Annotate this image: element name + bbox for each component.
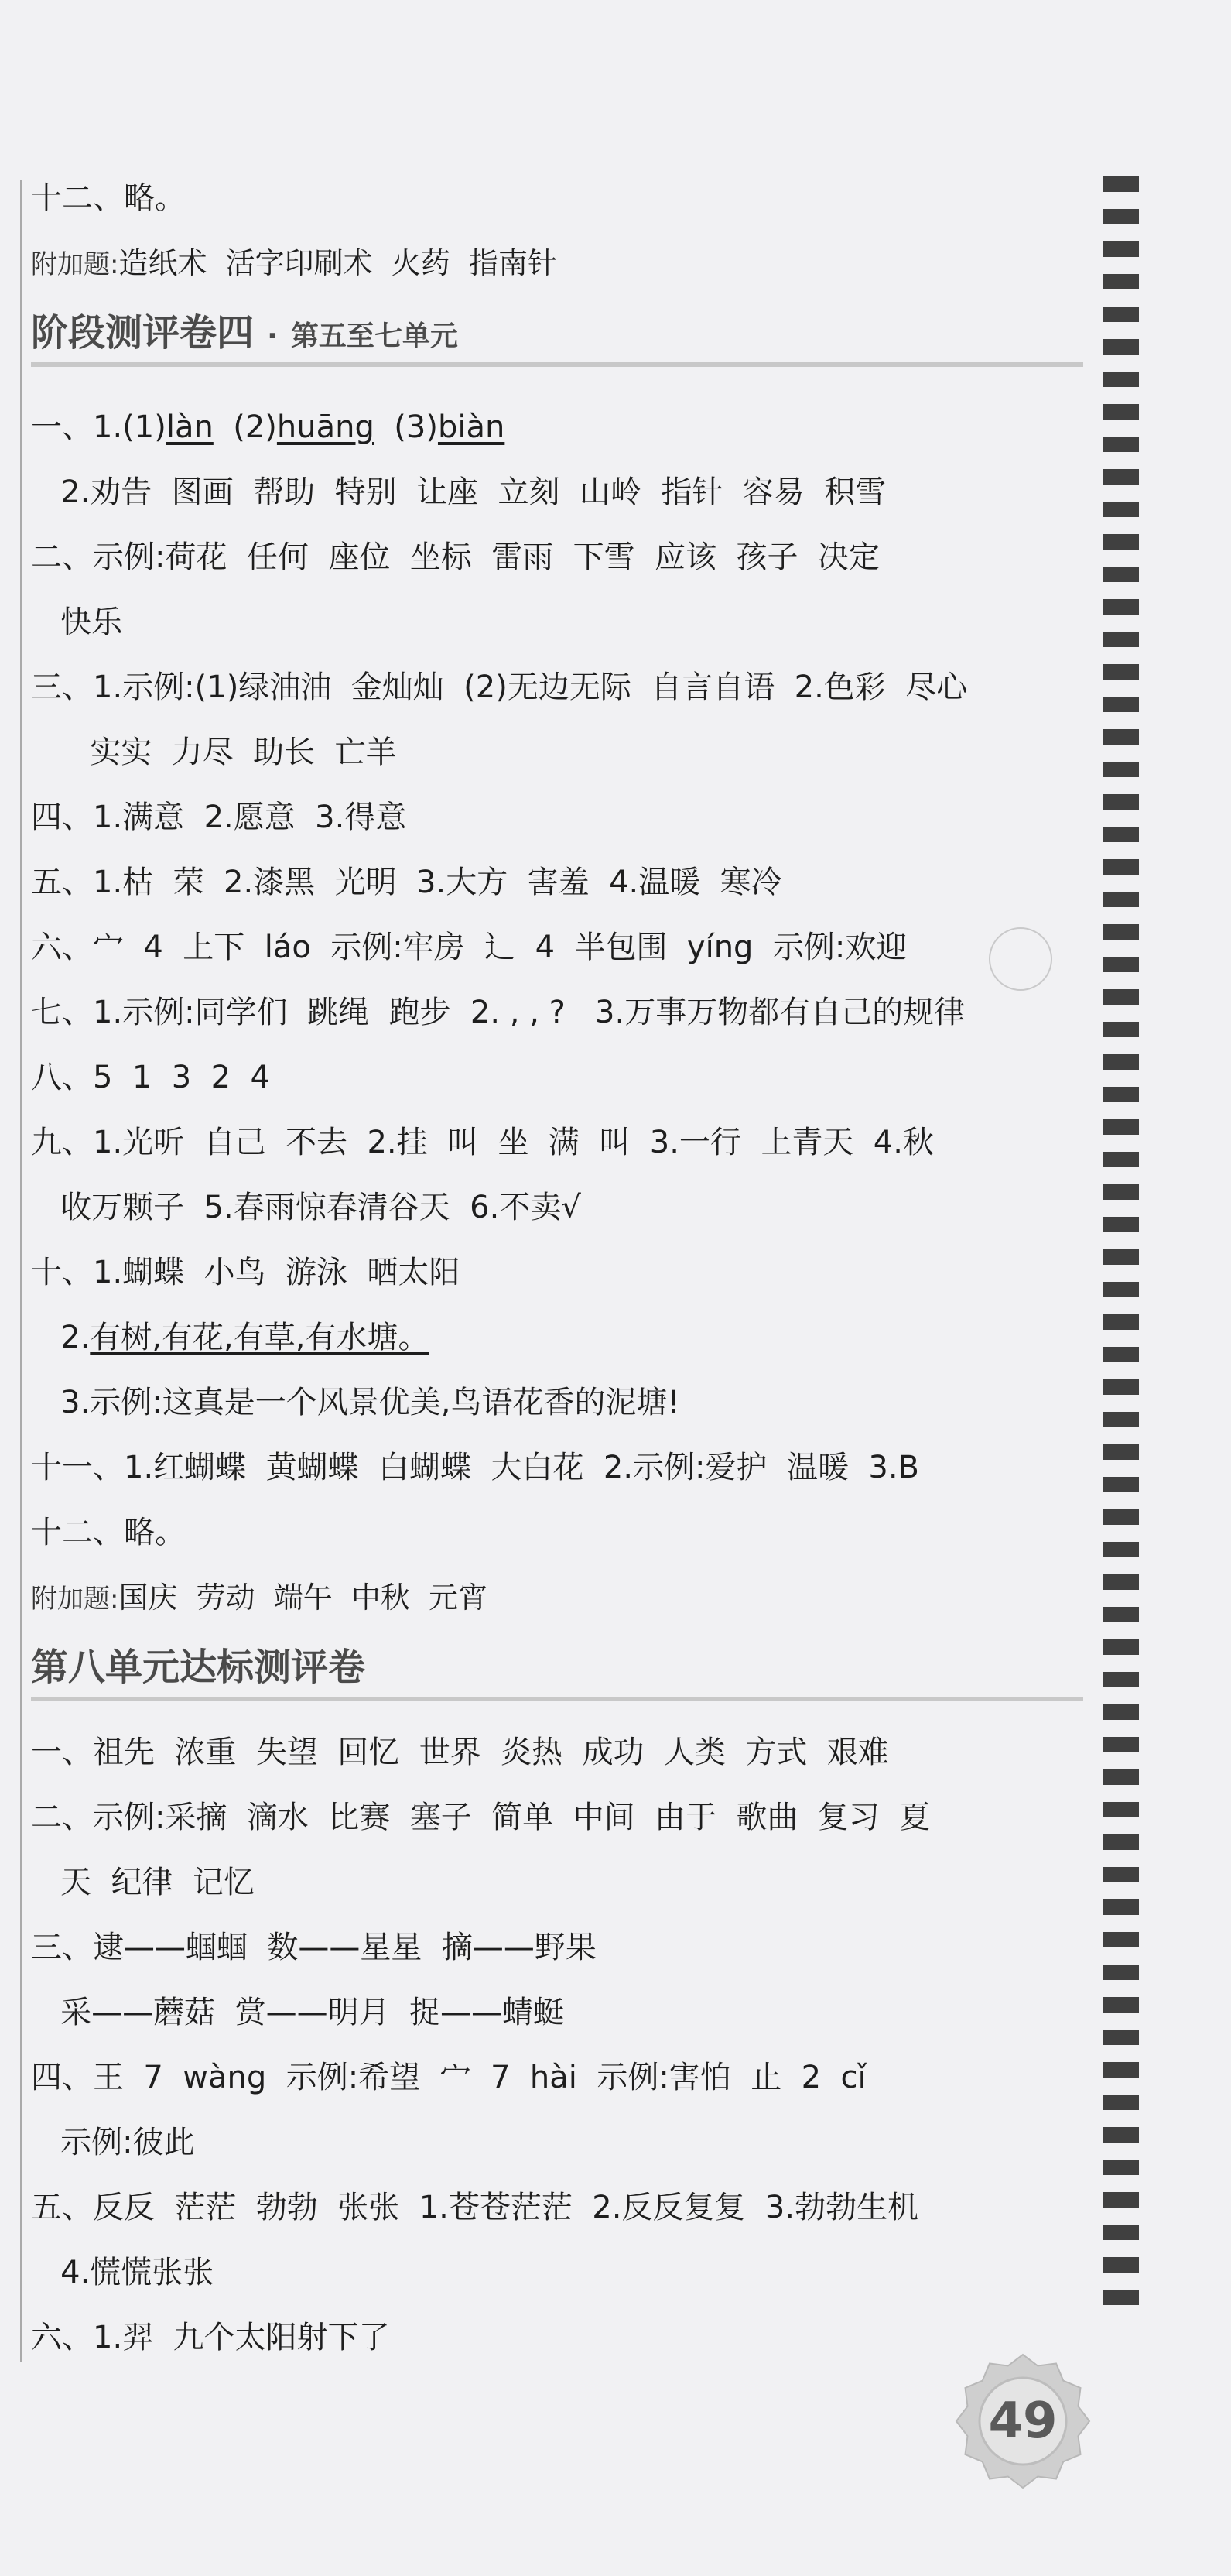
edge-tab-bar — [1103, 1542, 1139, 1557]
pinyin-answer: huāng — [276, 409, 374, 445]
edge-tab-bar — [1103, 697, 1139, 712]
edge-tab-bar — [1103, 1834, 1139, 1850]
edge-tab-bar — [1103, 729, 1139, 745]
edge-tab-bar — [1103, 1152, 1139, 1167]
answer-line: 五、反反 茫茫 勃勃 张张 1.苍苍茫茫 2.反反复复 3.勃勃生机 — [31, 2190, 919, 2225]
answer-line: 九、1.光听 自己 不去 2.挂 叫 坐 满 叫 3.一行 上青天 4.秋 — [31, 1125, 934, 1160]
answer-line: 十、1.蝴蝶 小鸟 游泳 晒太阳 — [31, 1255, 460, 1290]
edge-tab-bar — [1103, 1412, 1139, 1427]
section-heading — [31, 308, 1083, 367]
edge-tab-bar — [1103, 437, 1139, 452]
answer-line: 三、逮——蝈蝈 数——星星 摘——野果 — [31, 1930, 597, 1965]
section-heading — [31, 1643, 1083, 1701]
answer-text: (3) — [374, 409, 438, 445]
section-title: 阶段测评卷四 — [31, 311, 255, 355]
edge-tab-bar — [1103, 1379, 1139, 1395]
edge-tab-bar — [1103, 1899, 1139, 1915]
answer-text: (2) — [213, 409, 277, 445]
answer-line: 示例:彼此 — [31, 2125, 195, 2160]
edge-tab-bar — [1103, 762, 1139, 777]
edge-tab-bar — [1103, 1932, 1139, 1947]
edge-tab-bar — [1103, 502, 1139, 517]
edge-tab-bar — [1103, 209, 1139, 224]
page-number: 49 — [988, 2393, 1058, 2450]
answer-line: 二、示例:采摘 滴水 比赛 塞子 简单 中间 由于 歌曲 复习 夏 — [31, 1800, 931, 1835]
edge-tab-bar — [1103, 534, 1139, 550]
edge-tab-bar — [1103, 2127, 1139, 2143]
left-margin-rule — [20, 180, 22, 2362]
bonus-answer: 国庆 劳动 端午 中秋 元宵 — [118, 1581, 488, 1615]
edge-tab-bar — [1103, 664, 1139, 680]
edge-tab-bar — [1103, 2062, 1139, 2078]
edge-tab-bar — [1103, 242, 1139, 257]
edge-tab-bar — [1103, 1314, 1139, 1330]
edge-tab-bar — [1103, 274, 1139, 289]
answer-line: 采——蘑菇 赏——明月 捉——蜻蜓 — [31, 1995, 565, 2030]
edge-tab-bar — [1103, 599, 1139, 615]
edge-tab-bar — [1103, 2030, 1139, 2045]
answer-line: 四、1.满意 2.愿意 3.得意 — [31, 800, 407, 835]
edge-tab-bar — [1103, 957, 1139, 972]
edge-tab-bar — [1103, 567, 1139, 582]
edge-tab-bar — [1103, 1769, 1139, 1785]
edge-tab-bar — [1103, 372, 1139, 387]
edge-tab-bar — [1103, 1119, 1139, 1135]
section-dot: · — [267, 320, 278, 352]
edge-tab-bar — [1103, 1965, 1139, 1980]
edge-tab-bar — [1103, 1282, 1139, 1297]
edge-tab-bar — [1103, 404, 1139, 420]
edge-tab-bar — [1103, 632, 1139, 647]
section-subtitle: 第五至七单元 — [290, 320, 458, 352]
edge-tab-bar — [1103, 1477, 1139, 1492]
edge-tab-bar — [1103, 827, 1139, 842]
answer-line: 十一、1.红蝴蝶 黄蝴蝶 白蝴蝶 大白花 2.示例:爱护 温暖 3.B — [31, 1450, 919, 1485]
edge-tab-bar — [1103, 307, 1139, 322]
edge-tab-bar — [1103, 1249, 1139, 1265]
edge-tab-bar — [1103, 176, 1139, 192]
edge-tab-bar — [1103, 2192, 1139, 2208]
section-title: 第八单元达标测评卷 — [31, 1646, 366, 1689]
edge-tab-bar — [1103, 794, 1139, 810]
answer-line: 收万颗子 5.春雨惊春清谷天 6.不卖√ — [31, 1190, 581, 1225]
edge-tab-bar — [1103, 1672, 1139, 1687]
edge-tab-bar — [1103, 1737, 1139, 1752]
edge-tab-bar — [1103, 1444, 1139, 1460]
answer-line: 3.示例:这真是一个风景优美,鸟语花香的泥塘! — [31, 1385, 680, 1420]
edge-tab-bar — [1103, 1087, 1139, 1102]
faint-stamp-mark — [989, 927, 1052, 991]
bonus-label: 附加题: — [31, 1584, 119, 1615]
edge-tab-bar — [1103, 1802, 1139, 1817]
edge-tab-bar — [1103, 1184, 1139, 1200]
edge-tab-bar — [1103, 2290, 1139, 2305]
answer-text: 一、1.(1) — [31, 409, 166, 445]
edge-tab-bar — [1103, 2095, 1139, 2110]
answer-line: 六、1.羿 九个太阳射下了 — [31, 2320, 390, 2355]
answer-line: 4.慌慌张张 — [31, 2255, 214, 2290]
edge-tab-bar — [1103, 2257, 1139, 2273]
edge-tab-bar — [1103, 1509, 1139, 1525]
edge-tab-bar — [1103, 1347, 1139, 1362]
answer-line: 实实 力尽 助长 亡羊 — [31, 735, 397, 770]
bonus-label: 附加题: — [31, 249, 119, 280]
edge-tab-bar — [1103, 1867, 1139, 1882]
bonus-question-line — [31, 1579, 487, 1616]
answer-line: 二、示例:荷花 任何 座位 坐标 雷雨 下雪 应该 孩子 决定 — [31, 540, 880, 575]
answer-line: 一、祖先 浓重 失望 回忆 世界 炎热 成功 人类 方式 艰难 — [31, 1735, 889, 1770]
pinyin-answer: làn — [166, 409, 214, 445]
edge-tab-bar — [1103, 1574, 1139, 1590]
answer-line: 八、5 1 3 2 4 — [31, 1060, 270, 1095]
edge-tab-bar — [1103, 1054, 1139, 1070]
answer-line: 十二、略。 — [31, 1515, 186, 1550]
bonus-question-line — [31, 245, 557, 282]
edge-tab-bar — [1103, 2225, 1139, 2240]
answer-line: 六、宀 4 上下 láo 示例:牢房 辶 4 半包围 yíng 示例:欢迎 — [31, 930, 908, 965]
page-number-badge — [955, 2353, 1091, 2489]
edge-tab-bar — [1103, 1022, 1139, 1037]
edge-tab-bar — [1103, 1217, 1139, 1232]
answer-line: 十二、略。 — [31, 180, 186, 216]
edge-tab-bar — [1103, 859, 1139, 875]
edge-tab-bar — [1103, 924, 1139, 940]
answer-line: 2.劝告 图画 帮助 特别 让座 立刻 山岭 指针 容易 积雪 — [31, 474, 887, 510]
edge-tab-bar — [1103, 989, 1139, 1005]
edge-tab-bar — [1103, 892, 1139, 907]
bonus-answer: 造纸术 活字印刷术 火药 指南针 — [118, 246, 557, 280]
answer-line — [31, 409, 504, 446]
answer-text: 2. — [31, 1320, 91, 1355]
edge-tab-strip — [1103, 176, 1139, 2322]
underlined-answer: 有树,有花,有草,有水塘。 — [90, 1320, 429, 1355]
answer-line: 七、1.示例:同学们 跳绳 跑步 2. , , ? 3.万事万物都有自己的规律 — [31, 995, 966, 1030]
answer-line: 三、1.示例:(1)绿油油 金灿灿 (2)无边无际 自言自语 2.色彩 尽心 — [31, 670, 968, 705]
edge-tab-bar — [1103, 469, 1139, 485]
edge-tab-bar — [1103, 2160, 1139, 2175]
answer-line: 四、王 7 wàng 示例:希望 宀 7 hài 示例:害怕 止 2 cǐ — [31, 2060, 867, 2095]
edge-tab-bar — [1103, 1639, 1139, 1655]
answer-line: 五、1.枯 荣 2.漆黑 光明 3.大方 害羞 4.温暖 寒冷 — [31, 865, 782, 900]
edge-tab-bar — [1103, 339, 1139, 355]
answer-line: 快乐 — [31, 605, 123, 640]
answer-line: 天 纪律 记忆 — [31, 1865, 255, 1900]
edge-tab-bar — [1103, 1607, 1139, 1622]
edge-tab-bar — [1103, 1704, 1139, 1720]
answer-line — [31, 1319, 429, 1356]
pinyin-answer: biàn — [437, 409, 505, 445]
edge-tab-bar — [1103, 1997, 1139, 2012]
